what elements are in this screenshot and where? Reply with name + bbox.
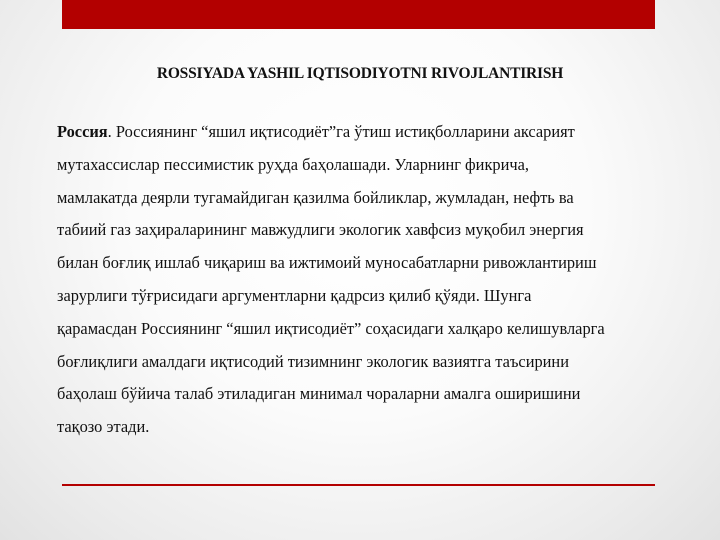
body-paragraph xyxy=(57,116,667,444)
paragraph-line: мамлакатда деярли тугамайдиган қазилма бойликлар, жумладан, нефть ва xyxy=(57,187,574,207)
paragraph-line xyxy=(57,116,667,149)
paragraph-line: зарурлиги тўғрисидаги аргументларни қадрсиз қилиб қўяди. Шунга xyxy=(57,285,532,305)
paragraph-line: баҳолаш бўйича талаб этиладиган минимал чораларни амалга оширишини xyxy=(57,384,581,404)
paragraph-line: табиий газ заҳираларининг мавжудлиги экологик хавфсиз муқобил энергия xyxy=(57,220,584,240)
top-accent-bar xyxy=(62,0,655,29)
paragraph-line: мутахассислар пессимистик руҳда баҳолашади. Уларнинг фикрича, xyxy=(57,154,529,174)
paragraph-line: боғлиқлиги амалдаги иқтисодий тизимнинг экологик вазиятга таъсирини xyxy=(57,351,569,371)
paragraph-line: қарамасдан Россиянинг “яшил иқтисодиёт” соҳасидаги халқаро келишувларга xyxy=(57,318,605,338)
paragraph-lead-word: Россия xyxy=(57,122,108,141)
paragraph-line-rest: . Россиянинг “яшил иқтисодиёт”га ўтиш истиқболларини аксарият xyxy=(107,122,575,141)
bottom-divider xyxy=(62,484,655,486)
paragraph-line: тақозо этади. xyxy=(57,417,150,437)
slide-title: ROSSIYADA YASHIL IQTISODIYOTNI RIVOJLANTIRISH xyxy=(156,65,564,82)
paragraph-line: билан боғлиқ ишлаб чиқариш ва ижтимоий муносабатларни ривожлантириш xyxy=(57,253,597,273)
